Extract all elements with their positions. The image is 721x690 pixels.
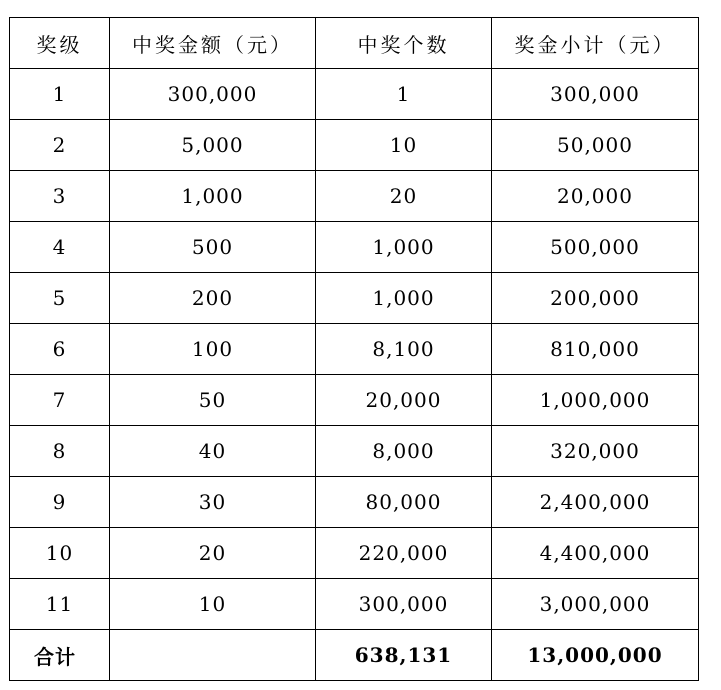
cell-prize-amount: 300,000 xyxy=(110,69,316,120)
total-prize-subtotal: 13,000,000 xyxy=(492,630,699,681)
table-row xyxy=(10,120,699,171)
cell-prize-subtotal: 20,000 xyxy=(492,171,699,222)
cell-prize-level: 4 xyxy=(10,222,110,273)
cell-prize-subtotal: 320,000 xyxy=(492,426,699,477)
cell-winner-count: 8,100 xyxy=(316,324,492,375)
cell-prize-amount: 1,000 xyxy=(110,171,316,222)
cell-prize-subtotal: 500,000 xyxy=(492,222,699,273)
header-prize-level: 奖级 xyxy=(10,18,110,69)
cell-prize-level: 3 xyxy=(10,171,110,222)
cell-prize-amount: 40 xyxy=(110,426,316,477)
total-winner-count: 638,131 xyxy=(316,630,492,681)
cell-prize-level: 1 xyxy=(10,69,110,120)
cell-prize-amount: 20 xyxy=(110,528,316,579)
cell-prize-subtotal: 50,000 xyxy=(492,120,699,171)
cell-prize-level: 8 xyxy=(10,426,110,477)
cell-prize-level: 2 xyxy=(10,120,110,171)
header-prize-amount: 中奖金额（元） xyxy=(110,18,316,69)
cell-winner-count: 1 xyxy=(316,69,492,120)
cell-prize-amount: 200 xyxy=(110,273,316,324)
total-row xyxy=(10,630,699,681)
table-row xyxy=(10,171,699,222)
header-winner-count: 中奖个数 xyxy=(316,18,492,69)
table-row xyxy=(10,273,699,324)
table-row xyxy=(10,222,699,273)
total-label: 合计 xyxy=(10,630,110,681)
cell-prize-amount: 50 xyxy=(110,375,316,426)
cell-prize-subtotal: 300,000 xyxy=(492,69,699,120)
cell-prize-subtotal: 4,400,000 xyxy=(492,528,699,579)
prize-table xyxy=(9,17,699,681)
header-prize-subtotal: 奖金小计（元） xyxy=(492,18,699,69)
cell-prize-level: 7 xyxy=(10,375,110,426)
table-row xyxy=(10,426,699,477)
cell-prize-subtotal: 810,000 xyxy=(492,324,699,375)
cell-winner-count: 300,000 xyxy=(316,579,492,630)
cell-prize-amount: 100 xyxy=(110,324,316,375)
table-row xyxy=(10,324,699,375)
table-body xyxy=(10,69,699,681)
table-row xyxy=(10,528,699,579)
table-row xyxy=(10,69,699,120)
cell-prize-level: 10 xyxy=(10,528,110,579)
cell-prize-level: 11 xyxy=(10,579,110,630)
cell-winner-count: 220,000 xyxy=(316,528,492,579)
cell-winner-count: 1,000 xyxy=(316,222,492,273)
cell-prize-level: 9 xyxy=(10,477,110,528)
table-row xyxy=(10,477,699,528)
total-amount-cell xyxy=(110,630,316,681)
table-row xyxy=(10,375,699,426)
cell-prize-subtotal: 1,000,000 xyxy=(492,375,699,426)
cell-prize-amount: 10 xyxy=(110,579,316,630)
cell-winner-count: 20,000 xyxy=(316,375,492,426)
table-header-row xyxy=(10,18,699,69)
cell-winner-count: 10 xyxy=(316,120,492,171)
cell-prize-subtotal: 2,400,000 xyxy=(492,477,699,528)
cell-winner-count: 20 xyxy=(316,171,492,222)
cell-prize-level: 5 xyxy=(10,273,110,324)
cell-prize-amount: 500 xyxy=(110,222,316,273)
cell-prize-subtotal: 3,000,000 xyxy=(492,579,699,630)
cell-prize-amount: 5,000 xyxy=(110,120,316,171)
cell-winner-count: 8,000 xyxy=(316,426,492,477)
cell-winner-count: 1,000 xyxy=(316,273,492,324)
cell-prize-level: 6 xyxy=(10,324,110,375)
table-row xyxy=(10,579,699,630)
cell-prize-subtotal: 200,000 xyxy=(492,273,699,324)
cell-winner-count: 80,000 xyxy=(316,477,492,528)
cell-prize-amount: 30 xyxy=(110,477,316,528)
